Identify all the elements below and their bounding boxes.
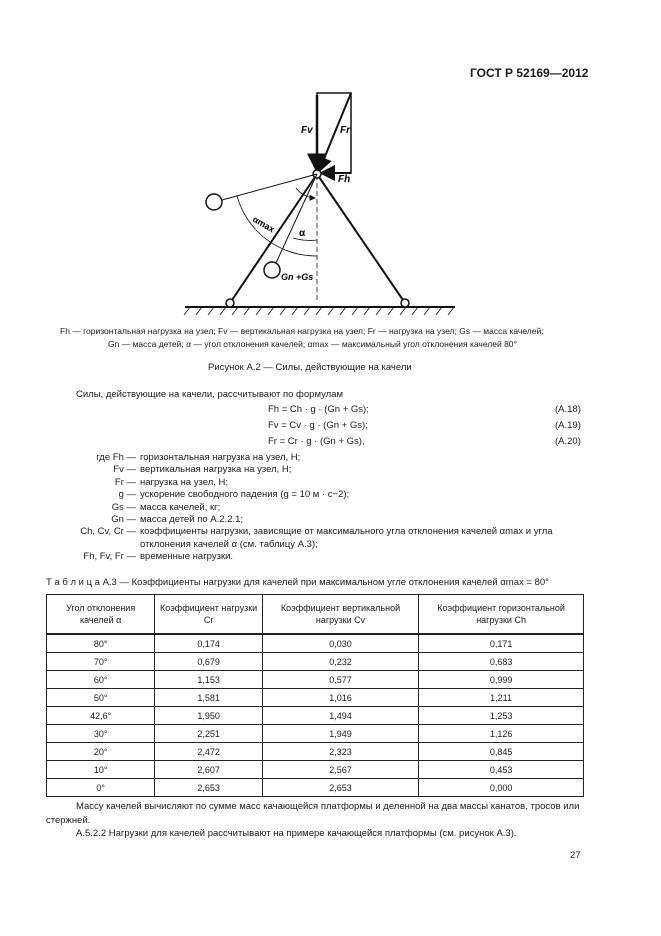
- definition-symbol: Gn —: [111, 514, 136, 526]
- fr-label: Fr: [340, 125, 350, 136]
- table-row: [47, 671, 584, 689]
- definition-row: [46, 464, 606, 476]
- table-cell: 2,251: [155, 725, 263, 743]
- table-cell: 42,6°: [47, 707, 155, 725]
- table-cell: 0,171: [419, 634, 584, 653]
- table-cell: 0,174: [155, 634, 263, 653]
- table-cell: 1,211: [419, 689, 584, 707]
- coefficients-table: [46, 594, 584, 797]
- definition-text: временные нагрузки.: [140, 551, 234, 563]
- table-cell: 0,453: [419, 761, 584, 779]
- table-cell: 50°: [47, 689, 155, 707]
- formula-a19-number: (А.19): [555, 420, 581, 431]
- table-cell: 0,577: [262, 671, 418, 689]
- table-cell: 10°: [47, 761, 155, 779]
- definition-text: горизонтальная нагрузка на узел, Н;: [140, 452, 301, 463]
- fh-label: Fh: [338, 174, 351, 185]
- figure-legend-line2: Gn — масса детей; α — угол отклонения качелей; αmax — максимальный угол отклонения качелей 80°: [108, 339, 517, 349]
- column-header-angle: Угол отклонения качелей α: [47, 595, 155, 635]
- table-cell: 0,845: [419, 743, 584, 761]
- table-cell: 0°: [47, 779, 155, 797]
- definition-text: ускорение свободного падения (g = 10 м · с−2);: [140, 489, 350, 501]
- table-caption: Т а б л и ц а А.3 — Коэффициенты нагрузки для качелей при максимальном угле отклонения качелей αmax = 80°: [46, 577, 549, 588]
- column-header-cv: Коэффициент вертикальной нагрузки Cv: [262, 595, 418, 635]
- definition-symbol: где Fh —: [96, 452, 136, 463]
- table-cell: 1,581: [155, 689, 263, 707]
- table-cell: 2,567: [262, 761, 418, 779]
- table-cell: 1,949: [262, 725, 418, 743]
- table-cell: 1,153: [155, 671, 263, 689]
- definition-symbol: g —: [118, 489, 136, 501]
- table-row: [47, 725, 584, 743]
- table-cell: 1,494: [262, 707, 418, 725]
- figure-legend: [60, 325, 620, 351]
- definition-text: масса качелей, кг;: [140, 501, 221, 513]
- definition-row: [46, 551, 606, 563]
- paragraph-mass: Массу качелей вычисляют по сумме масс качающейся платформы и деленной на два массы канатов, тросов или стержней.: [46, 801, 580, 826]
- table-cell: 1,016: [262, 689, 418, 707]
- definition-row: [46, 452, 606, 464]
- table-header-row: [47, 595, 584, 635]
- symbol-definitions: [46, 452, 606, 564]
- table-row: [47, 653, 584, 671]
- table-cell: 0,999: [419, 671, 584, 689]
- definition-symbol: Fv —: [113, 464, 136, 476]
- table-row: [47, 707, 584, 725]
- definition-row: [46, 526, 606, 551]
- definition-row: [46, 489, 606, 501]
- table-cell: 60°: [47, 671, 155, 689]
- table-cell: 0,683: [419, 653, 584, 671]
- alpha-label: α: [299, 228, 306, 239]
- figure-legend-line1: Fh — горизонтальная нагрузка на узел; Fv — вертикальная нагрузка на узел; Fr — нагрузка на узел; Gs — масса качелей;: [60, 326, 544, 336]
- formula-a19: Fv = Cv · g · (Gn + Gs);: [268, 420, 368, 431]
- table-cell: 1,950: [155, 707, 263, 725]
- column-header-ch: Коэффициент горизонтальной нагрузки Ch: [419, 595, 584, 635]
- table-cell: 2,653: [262, 779, 418, 797]
- definition-symbol: Fr —: [114, 476, 136, 488]
- definition-text: нагрузка на узел, Н;: [140, 476, 229, 488]
- table-cell: 70°: [47, 653, 155, 671]
- table-row: [47, 743, 584, 761]
- formula-a18: Fh = Ch · g · (Gn + Gs);: [268, 404, 369, 415]
- intro-text: Силы, действующие на качели, рассчитывают по формулам: [76, 389, 343, 400]
- definition-text: масса детей по А.2.2.1;: [140, 514, 244, 526]
- swing-forces-diagram: [180, 85, 470, 320]
- table-cell: 2,323: [262, 743, 418, 761]
- right-leg: [317, 174, 405, 303]
- definition-symbol: Fh, Fv, Fr —: [83, 551, 136, 563]
- table-cell: 2,653: [155, 779, 263, 797]
- table-cell: 2,472: [155, 743, 263, 761]
- table-cell: 20°: [47, 743, 155, 761]
- column-header-cr: Коэффициент нагрузки Cr: [155, 595, 263, 635]
- table-cell: 0,030: [262, 634, 418, 653]
- document-header: ГОСТ Р 52169—2012: [470, 66, 589, 80]
- table-row: [47, 761, 584, 779]
- table-cell: 0,232: [262, 653, 418, 671]
- formula-a18-number: (А.18): [555, 404, 581, 415]
- table-cell: 1,126: [419, 725, 584, 743]
- definition-symbol: Gs —: [111, 501, 136, 513]
- table-cell: 30°: [47, 725, 155, 743]
- definition-text: вертикальная нагрузка на узел, Н;: [140, 464, 292, 476]
- alpha-max-label: αmax: [251, 214, 277, 235]
- table-cell: 2,607: [155, 761, 263, 779]
- mass-label: Gn +Gs: [281, 272, 314, 282]
- definition-text: коэффициенты нагрузки, зависящие от максимального угла отклонения качелей αmax и угла отклонения качелей α (см. таблицу А.3);: [140, 526, 553, 550]
- table-cell: 0,000: [419, 779, 584, 797]
- fv-label: Fv: [301, 125, 313, 136]
- table-row: [47, 634, 584, 653]
- table-cell: 1,253: [419, 707, 584, 725]
- definition-row: [46, 477, 606, 489]
- paragraph-a522: А.5.2.2 Нагрузки для качелей рассчитывают на примере качающейся платформы (см. рисунок А.3).: [76, 828, 517, 839]
- formula-a20: Fr = Cr · g · (Gn + Gs),: [268, 436, 365, 447]
- formula-a20-number: (А.20): [555, 436, 581, 447]
- definition-row: [46, 502, 606, 514]
- figure-title: Рисунок А.2 — Силы, действующие на качели: [208, 362, 412, 373]
- table-cell: 80°: [47, 634, 155, 653]
- definition-symbol: Ch, Cv, Cr —: [80, 526, 136, 538]
- table-row: [47, 689, 584, 707]
- table-cell: 0,679: [155, 653, 263, 671]
- definition-row: [46, 514, 606, 526]
- page-number: 27: [570, 850, 581, 861]
- table-row: [47, 779, 584, 797]
